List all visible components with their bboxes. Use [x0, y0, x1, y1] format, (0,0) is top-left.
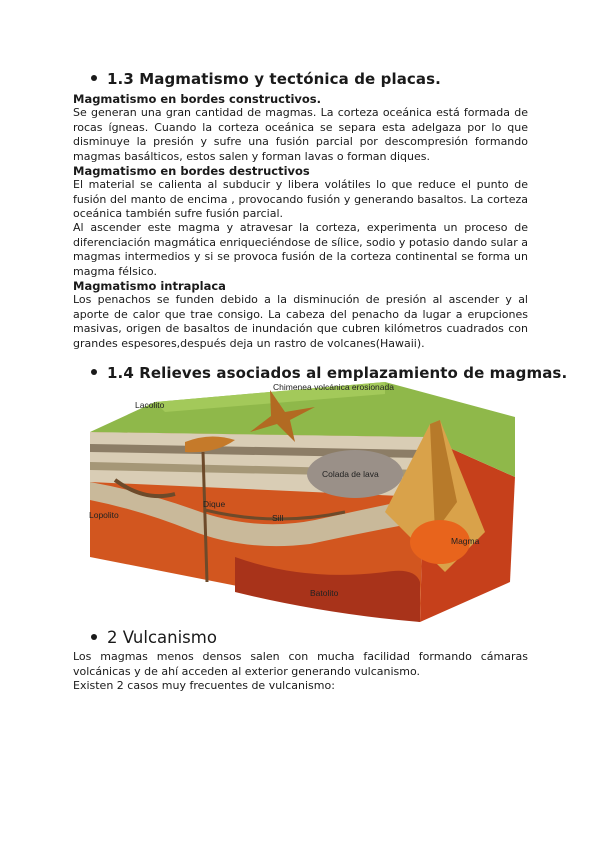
paragraph-destructivos-2: Al ascender este magma y atravesar la corteza, experimenta un proceso de diferenciación magmática enriqueciéndose de sílice, sodio y potasio dando sular a magmas intermedios y si se provoca fusión de la corteza continental se forma un magma félsico.	[73, 221, 528, 278]
bullet-icon	[91, 634, 97, 640]
section-1-4-title: 1.4 Relieves asociados al emplazamiento de magmas.	[107, 364, 568, 382]
paragraph-vulcanismo-1: Los magmas menos densos salen con mucha facilidad formando cámaras volcánicas y de ahí acceden al exterior generando vulcanismo.	[73, 650, 528, 678]
label-batolito: Batolito	[310, 588, 339, 598]
label-chimenea: Chimenea volcánica erosionada	[273, 382, 394, 392]
subheading-intraplaca: Magmatismo intraplaca	[73, 279, 226, 293]
label-dique: Dique	[203, 499, 226, 509]
paragraph-vulcanismo-2: Existen 2 casos muy frecuentes de vulcanismo:	[73, 679, 335, 692]
section-1-3-heading	[91, 70, 441, 88]
bullet-icon	[91, 75, 97, 81]
subheading-destructivos: Magmatismo en bordes destructivos	[73, 164, 310, 178]
label-colada: Colada de lava	[322, 469, 379, 479]
section-2-title: 2 Vulcanismo	[107, 628, 217, 647]
label-sill: Sill	[272, 513, 284, 523]
label-lopolito: Lopolito	[89, 510, 119, 520]
bullet-icon	[91, 369, 97, 375]
paragraph-intraplaca: Los penachos se funden debido a la disminución de presión al ascender y al aporte de calor que trae consigo. La cabeza del penacho da lugar a erupciones masivas, origen de basaltos de inundación que cubren kilómetros cuadrados con grandes espesores,después deja un rastro de volcanes(Hawaii).	[73, 293, 528, 350]
label-magma: Magma	[451, 536, 480, 546]
magma-relief-diagram	[85, 382, 515, 632]
section-2-heading	[91, 628, 217, 647]
subheading-constructivos: Magmatismo en bordes constructivos.	[73, 92, 321, 106]
label-lacolito: Lacolito	[135, 400, 165, 410]
section-1-3-title: 1.3 Magmatismo y tectónica de placas.	[107, 70, 441, 88]
paragraph-destructivos-1: El material se calienta al subducir y libera volátiles lo que reduce el punto de fusión del manto de encima , provocando fusión y generando basaltos. La corteza oceánica también sufre fusión parcial.	[73, 178, 528, 221]
paragraph-constructivos: Se generan una gran cantidad de magmas. La corteza oceánica está formada de rocas ígneas. Cuando la corteza oceánica se separa esta adelgaza por lo que disminuye la presión y sufre una fusión parcial por descompresión formando magmas basálticos, estos salen y forman lavas o forman diques.	[73, 106, 528, 163]
section-1-4-heading	[91, 364, 567, 382]
